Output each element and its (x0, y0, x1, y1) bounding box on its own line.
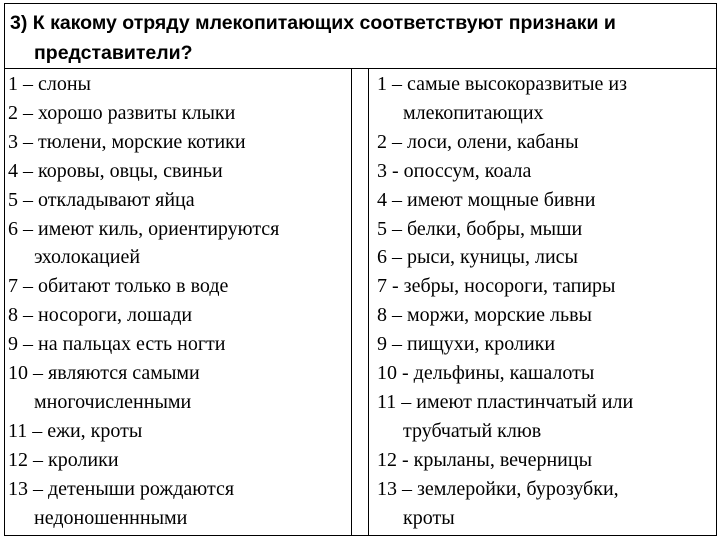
item-number: 12 - (377, 448, 409, 471)
item-text: землеройки, бурозубки, (417, 477, 619, 500)
features-column (8, 70, 348, 533)
item-text: пищухи, кролики (407, 333, 556, 356)
feature-item (8, 446, 348, 475)
item-text: хорошо развиты клыки (38, 101, 236, 124)
item-text: зебры, носороги, тапиры (403, 275, 616, 298)
item-number: 8 – (377, 304, 402, 327)
item-text: тюлени, морские котики (38, 130, 246, 153)
table-left-border (4, 3, 5, 536)
item-number: 4 – (377, 188, 402, 211)
table-right-border (716, 3, 717, 536)
item-number: 8 – (8, 304, 33, 327)
item-number: 5 – (8, 188, 33, 211)
item-text: откладывают яйца (38, 188, 195, 211)
item-number: 13 – (8, 477, 43, 500)
item-continuation: недоношеннными (34, 506, 188, 529)
item-continuation: кроты (403, 506, 455, 529)
item-text: ежи, кроты (47, 419, 143, 442)
item-number: 6 – (377, 246, 402, 269)
item-number: 3 – (8, 130, 33, 153)
item-number: 7 - (377, 275, 399, 298)
item-number: 11 – (8, 419, 43, 442)
feature-item (8, 330, 348, 359)
feature-item (8, 272, 348, 301)
item-number: 10 - (377, 362, 409, 385)
item-text: моржи, морские львы (407, 304, 592, 327)
item-continuation: млекопитающих (403, 101, 544, 124)
item-number: 2 – (377, 130, 402, 153)
item-text: имеют мощные бивни (407, 188, 596, 211)
example-item (377, 128, 713, 157)
header-divider (4, 68, 717, 69)
feature-item (8, 417, 348, 446)
table-top-border (4, 3, 717, 4)
feature-item (8, 70, 348, 99)
item-text: самые высокоразвитые из (407, 73, 628, 95)
example-item (377, 301, 713, 330)
item-text: обитают только в воде (38, 275, 229, 298)
item-text: крыланы, вечерницы (413, 448, 593, 471)
item-text: лоси, олени, кабаны (407, 130, 579, 153)
feature-item (8, 99, 348, 128)
example-item (377, 475, 713, 533)
item-continuation: трубчатый клюв (403, 419, 542, 442)
question-header (10, 8, 710, 68)
item-text: на пальцах есть ногти (38, 333, 226, 356)
item-number: 7 – (8, 275, 33, 298)
item-number: 9 – (377, 333, 402, 356)
item-number: 11 – (377, 390, 412, 413)
item-text: рыси, куницы, лисы (407, 246, 578, 269)
example-item (377, 388, 713, 446)
item-text: детеныши рождаются (48, 477, 235, 500)
item-number: 12 – (8, 448, 43, 471)
examples-column (377, 70, 713, 533)
item-number: 1 – (8, 73, 33, 95)
feature-item (8, 359, 348, 417)
example-item (377, 359, 713, 388)
example-item (377, 186, 713, 215)
feature-item (8, 128, 348, 157)
example-item (377, 243, 713, 272)
column-divider-left (351, 68, 352, 536)
feature-item (8, 475, 348, 533)
example-item (377, 70, 713, 128)
item-number: 4 – (8, 159, 33, 182)
item-text: дельфины, кашалоты (413, 362, 595, 385)
item-text: имеют пластинчатый или (416, 390, 634, 413)
feature-item (8, 215, 348, 273)
item-number: 1 – (377, 73, 402, 95)
example-item (377, 215, 713, 244)
example-item (377, 330, 713, 359)
example-item (377, 157, 713, 186)
item-continuation: эхолокацией (34, 246, 141, 269)
example-item (377, 272, 713, 301)
item-text: опоссум, коала (403, 159, 532, 182)
column-divider-right (368, 68, 369, 536)
item-number: 6 – (8, 217, 33, 240)
item-text: белки, бобры, мыши (407, 217, 583, 240)
item-text: имеют киль, ориентируются (38, 217, 280, 240)
table-bottom-border (4, 535, 717, 536)
feature-item (8, 157, 348, 186)
item-number: 3 - (377, 159, 399, 182)
item-text: кролики (48, 448, 119, 471)
item-continuation: многочисленными (34, 390, 192, 413)
item-text: слоны (38, 73, 91, 95)
item-number: 9 – (8, 333, 33, 356)
item-number: 2 – (8, 101, 33, 124)
question-line-1: 3) К какому отряду млекопитающих соответствуют признаки и (10, 12, 616, 34)
item-number: 10 – (8, 362, 43, 385)
item-number: 5 – (377, 217, 402, 240)
feature-item (8, 301, 348, 330)
item-number: 13 – (377, 477, 412, 500)
item-text: коровы, овцы, свиньи (38, 159, 223, 182)
question-line-2: представители? (34, 42, 193, 64)
item-text: являются самыми (48, 362, 200, 385)
item-text: носороги, лошади (38, 304, 193, 327)
example-item (377, 446, 713, 475)
feature-item (8, 186, 348, 215)
